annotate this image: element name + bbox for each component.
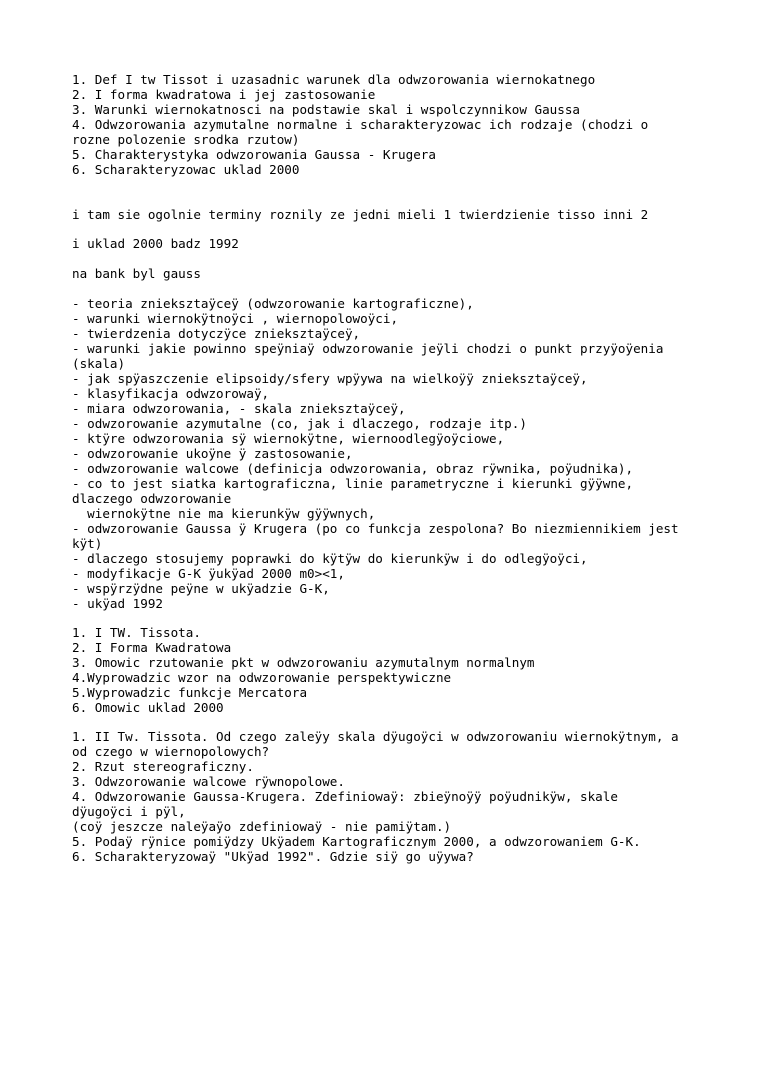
topic-item: - odwzorowanie Gaussa ÿ Krugera (po co funkcja zespolona? Bo niezmiennikiem jest: [72, 521, 679, 536]
exam2-question-3: 3. Omowic rzutowanie pkt w odwzorowaniu azymutalnym normalnym: [72, 655, 535, 670]
exam1-question-4-cont: rozne polozenie srodka rzutow): [72, 132, 300, 147]
exam2-question-6: 6. Omowic uklad 2000: [72, 700, 224, 715]
exam3-question-2: 2. Rzut stereograficzny.: [72, 759, 254, 774]
topic-item: - warunki wiernokÿtnoÿci , wiernopolowoÿci,: [72, 311, 399, 326]
topic-item: - odwzorowanie azymutalne (co, jak i dlaczego, rodzaje itp.): [72, 416, 527, 431]
topic-item: - dlaczego stosujemy poprawki do kÿtÿw do kierunkÿw i do odlegÿoÿci,: [72, 551, 588, 566]
topic-item: - klasyfikacja odwzorowaÿ,: [72, 386, 270, 401]
exam1-question-1: 1. Def I tw Tissot i uzasadnic warunek dla odwzorowania wiernokatnego: [72, 72, 596, 87]
topic-item-cont: (skala): [72, 356, 126, 371]
exam2-question-5: 5.Wyprowadzic funkcje Mercatora: [72, 685, 308, 700]
topic-item: - odwzorowanie walcowe (definicja odwzorowania, obraz rÿwnika, poÿudnika),: [72, 461, 634, 476]
exam1-question-4: 4. Odwzorowania azymutalne normalne i scharakteryzowac ich rodzaje (chodzi o: [72, 117, 649, 132]
exam1-question-5: 5. Charakterystyka odwzorowania Gaussa - Krugera: [72, 147, 436, 162]
comment-terms: i tam sie ogolnie terminy roznily ze jedni mieli 1 twierdzienie tisso inni 2: [72, 207, 649, 222]
topic-item: - co to jest siatka kartograficzna, linie parametryczne i kierunki gÿÿwne,: [72, 476, 634, 491]
comment-uklad: i uklad 2000 badz 1992: [72, 236, 239, 251]
topic-item: - ukÿad 1992: [72, 596, 163, 611]
exam1-question-6: 6. Scharakteryzowac uklad 2000: [72, 162, 300, 177]
exam1-question-2: 2. I forma kwadratowa i jej zastosowanie: [72, 87, 376, 102]
exam3-question-5: 5. Podaÿ rÿnice pomiÿdzy Ukÿadem Kartograficznym 2000, a odwzorowaniem G-K.: [72, 834, 641, 849]
topic-item: - miara odwzorowania, - skala znieksztaÿceÿ,: [72, 401, 406, 416]
exam3-question-4-cont: dÿugoÿci i pÿl,: [72, 804, 186, 819]
topic-item: - warunki jakie powinno speÿniaÿ odwzorowanie jeÿli chodzi o punkt przyÿoÿenia: [72, 341, 664, 356]
comment-gauss: na bank byl gauss: [72, 266, 201, 281]
exam3-question-1-cont: od czego w wiernopolowych?: [72, 744, 270, 759]
exam3-question-6: 6. Scharakteryzowaÿ "Ukÿad 1992". Gdzie siÿ go uÿywa?: [72, 849, 474, 864]
exam1-question-3: 3. Warunki wiernokatnosci na podstawie skal i wspolczynnikow Gaussa: [72, 102, 580, 117]
topic-item-cont: dlaczego odwzorowanie: [72, 491, 232, 506]
exam2-question-4: 4.Wyprowadzic wzor na odwzorowanie perspektywiczne: [72, 670, 452, 685]
topic-item-cont: wiernokÿtne nie ma kierunkÿw gÿÿwnych,: [72, 506, 376, 521]
topic-item-cont: kÿt): [72, 536, 103, 551]
topic-item: - wspÿrzÿdne peÿne w ukÿadzie G-K,: [72, 581, 330, 596]
topic-item: - odwzorowanie ukoÿne ÿ zastosowanie,: [72, 446, 353, 461]
topic-item: - teoria znieksztaÿceÿ (odwzorowanie kartograficzne),: [72, 296, 474, 311]
exam3-question-4: 4. Odwzorowanie Gaussa-Krugera. Zdefiniowaÿ: zbieÿnoÿÿ poÿudnikÿw, skale: [72, 789, 618, 804]
exam2-question-2: 2. I Forma Kwadratowa: [72, 640, 232, 655]
topic-item: - modyfikacje G-K ÿukÿad 2000 m0><1,: [72, 566, 345, 581]
topic-item: - jak spÿaszczenie elipsoidy/sfery wpÿywa na wielkoÿÿ znieksztaÿceÿ,: [72, 371, 588, 386]
topic-item: - ktÿre odwzorowania sÿ wiernokÿtne, wiernoodlegÿoÿciowe,: [72, 431, 505, 446]
exam3-question-3: 3. Odwzorowanie walcowe rÿwnopolowe.: [72, 774, 345, 789]
exam3-question-1: 1. II Tw. Tissota. Od czego zaleÿy skala dÿugoÿci w odwzorowaniu wiernokÿtnym, a: [72, 729, 679, 744]
exam2-question-1: 1. I TW. Tissota.: [72, 625, 201, 640]
exam3-question-4-note: (coÿ jeszcze naleÿaÿo zdefiniowaÿ - nie pamiÿtam.): [72, 819, 452, 834]
topic-item: - twierdzenia dotyczÿce znieksztaÿceÿ,: [72, 326, 361, 341]
